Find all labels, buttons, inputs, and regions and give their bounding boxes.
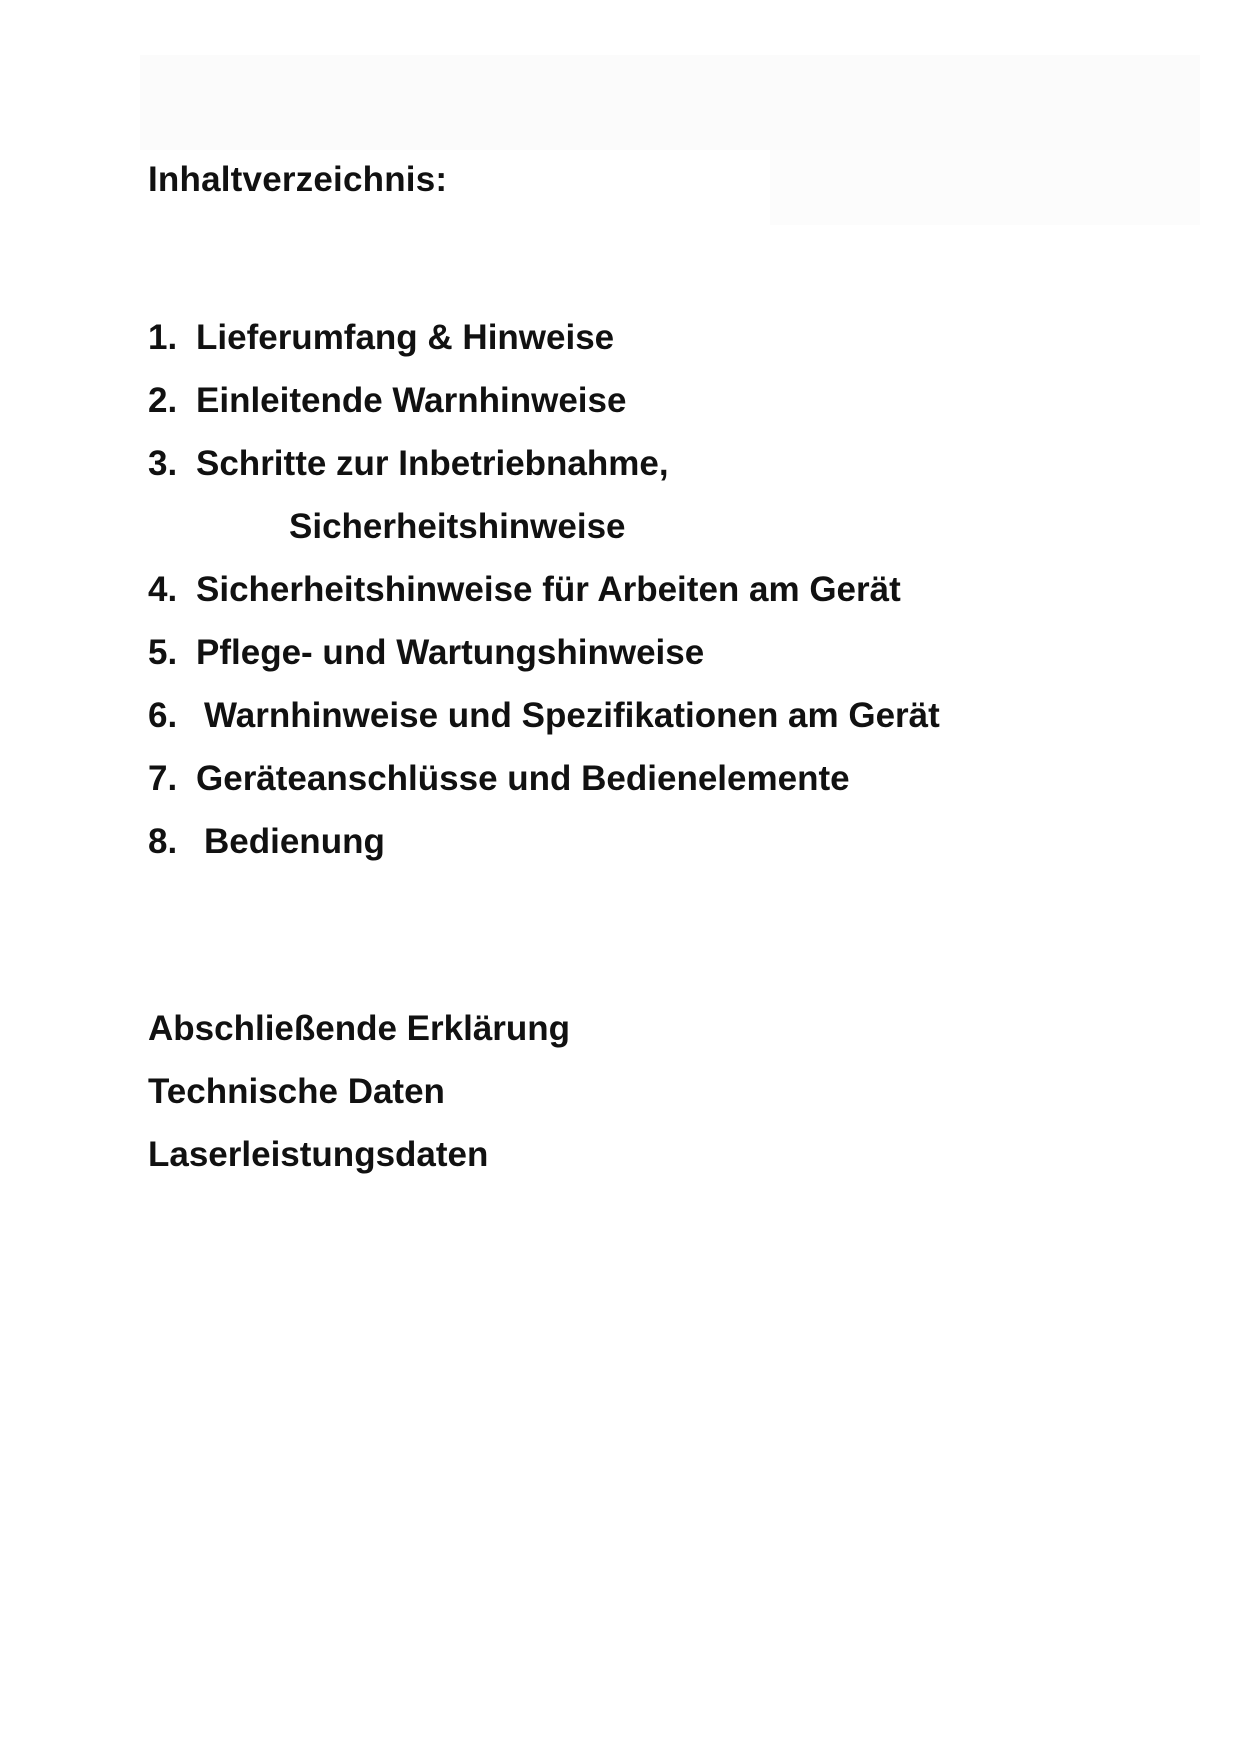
table-of-contents — [148, 316, 940, 883]
toc-label: Pflege- und Wartungshinweise — [196, 633, 705, 672]
toc-item-5 — [148, 631, 940, 694]
appendix-item: Abschließende Erklärung — [148, 1009, 571, 1048]
appendix-item: Laserleistungsdaten — [148, 1135, 489, 1174]
toc-label: Sicherheitshinweise — [289, 507, 626, 546]
toc-number: 6. — [148, 696, 178, 735]
toc-number: 7. — [148, 759, 178, 798]
toc-item-4 — [148, 568, 940, 631]
toc-item-8 — [148, 820, 940, 883]
toc-label: Warnhinweise und Spezifikationen am Gerät — [204, 696, 940, 735]
toc-item-7 — [148, 757, 940, 820]
toc-item-6 — [148, 694, 940, 757]
toc-label: Einleitende Warnhinweise — [196, 381, 627, 420]
appendix-item: Technische Daten — [148, 1072, 445, 1111]
toc-label: Bedienung — [204, 822, 385, 861]
toc-number: 2. — [148, 381, 178, 420]
toc-item-3-continuation — [148, 505, 940, 568]
toc-label: Schritte zur Inbetriebnahme, — [196, 444, 669, 483]
toc-number: 3. — [148, 444, 178, 483]
toc-item-3 — [148, 442, 940, 505]
toc-label: Lieferumfang & Hinweise — [196, 318, 615, 357]
toc-number: 8. — [148, 822, 178, 861]
toc-number: 4. — [148, 570, 178, 609]
scan-shading — [140, 55, 1200, 150]
toc-item-2 — [148, 379, 940, 442]
page-title: Inhaltverzeichnis: — [148, 160, 448, 199]
toc-label: Sicherheitshinweise für Arbeiten am Gerät — [196, 570, 901, 609]
toc-number: 1. — [148, 318, 178, 357]
toc-number: 5. — [148, 633, 178, 672]
appendix-list — [148, 1007, 570, 1196]
toc-item-1 — [148, 316, 940, 379]
scan-shading — [770, 150, 1200, 225]
toc-label: Geräteanschlüsse und Bedienelemente — [196, 759, 850, 798]
